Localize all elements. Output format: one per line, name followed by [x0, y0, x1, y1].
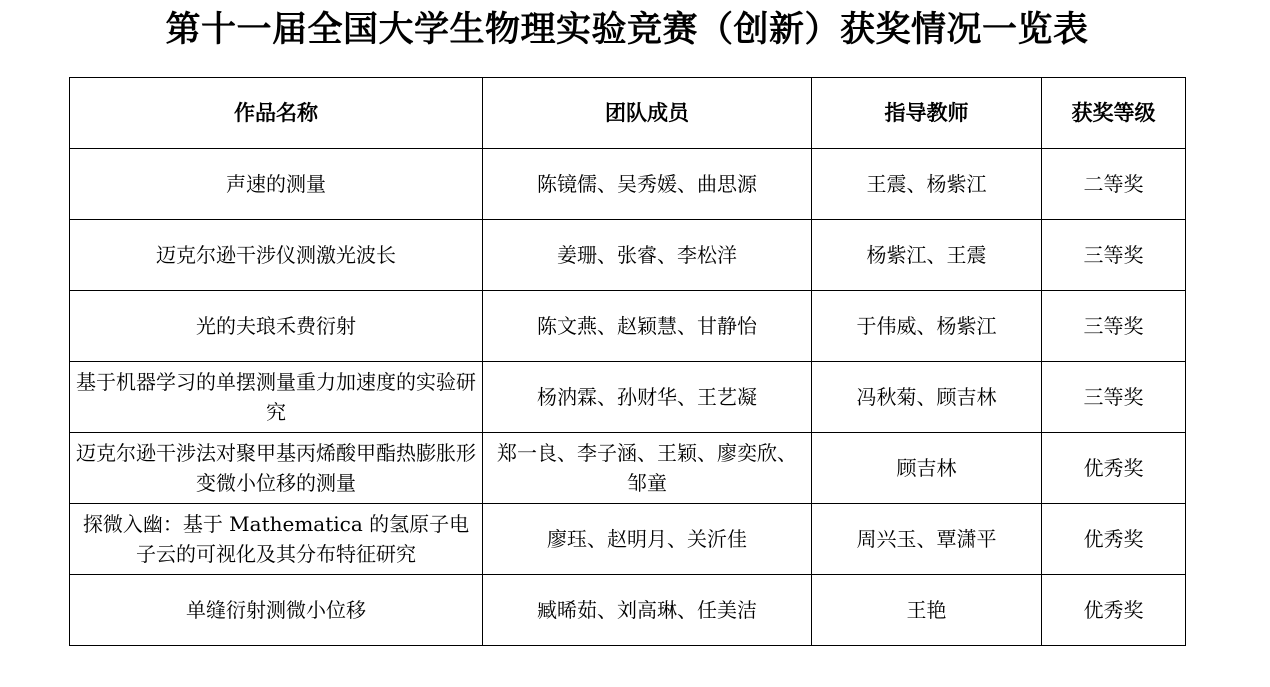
team-members-cell: 姜珊、张睿、李松洋 — [483, 220, 812, 291]
team-members-cell: 陈文燕、赵颖慧、甘静怡 — [483, 291, 812, 362]
team-members-cell: 杨汭霖、孙财华、王艺凝 — [483, 362, 812, 433]
award-level-cell: 优秀奖 — [1042, 504, 1186, 575]
team-members-cell: 廖珏、赵明月、关沂佳 — [483, 504, 812, 575]
table-row — [70, 433, 1186, 504]
advisor-cell: 杨紫江、王震 — [812, 220, 1042, 291]
header-award-level: 获奖等级 — [1042, 78, 1186, 149]
advisor-cell: 顾吉林 — [812, 433, 1042, 504]
table-row — [70, 220, 1186, 291]
award-level-cell: 三等奖 — [1042, 291, 1186, 362]
table-row — [70, 362, 1186, 433]
team-members-cell: 陈镜儒、吴秀媛、曲思源 — [483, 149, 812, 220]
header-advisor: 指导教师 — [812, 78, 1042, 149]
work-name-cell: 声速的测量 — [70, 149, 483, 220]
table-row — [70, 504, 1186, 575]
table-row — [70, 149, 1186, 220]
award-level-cell: 优秀奖 — [1042, 433, 1186, 504]
work-name-cell: 基于机器学习的单摆测量重力加速度的实验研究 — [70, 362, 483, 433]
advisor-cell: 冯秋菊、顾吉林 — [812, 362, 1042, 433]
header-row — [70, 78, 1186, 149]
header-work-name: 作品名称 — [70, 78, 483, 149]
advisor-cell: 于伟威、杨紫江 — [812, 291, 1042, 362]
team-members-cell: 臧晞茹、刘高琳、任美洁 — [483, 575, 812, 646]
work-name-cell: 光的夫琅禾费衍射 — [70, 291, 483, 362]
award-level-cell: 二等奖 — [1042, 149, 1186, 220]
advisor-cell: 周兴玉、覃潇平 — [812, 504, 1042, 575]
award-level-cell: 优秀奖 — [1042, 575, 1186, 646]
award-level-cell: 三等奖 — [1042, 362, 1186, 433]
table-row — [70, 291, 1186, 362]
advisor-cell: 王震、杨紫江 — [812, 149, 1042, 220]
award-level-cell: 三等奖 — [1042, 220, 1186, 291]
awards-table — [69, 77, 1186, 646]
table-row — [70, 575, 1186, 646]
team-members-cell: 郑一良、李子涵、王颖、廖奕欣、邹童 — [483, 433, 812, 504]
document-title: 第十一届全国大学生物理实验竞赛（创新）获奖情况一览表 — [165, 10, 1089, 50]
work-name-cell: 迈克尔逊干涉法对聚甲基丙烯酸甲酯热膨胀形变微小位移的测量 — [70, 433, 483, 504]
work-name-cell: 迈克尔逊干涉仪测激光波长 — [70, 220, 483, 291]
work-name-cell: 探微入幽：基于 Mathematica 的氢原子电子云的可视化及其分布特征研究 — [70, 504, 483, 575]
header-team-members: 团队成员 — [483, 78, 812, 149]
advisor-cell: 王艳 — [812, 575, 1042, 646]
work-name-cell: 单缝衍射测微小位移 — [70, 575, 483, 646]
